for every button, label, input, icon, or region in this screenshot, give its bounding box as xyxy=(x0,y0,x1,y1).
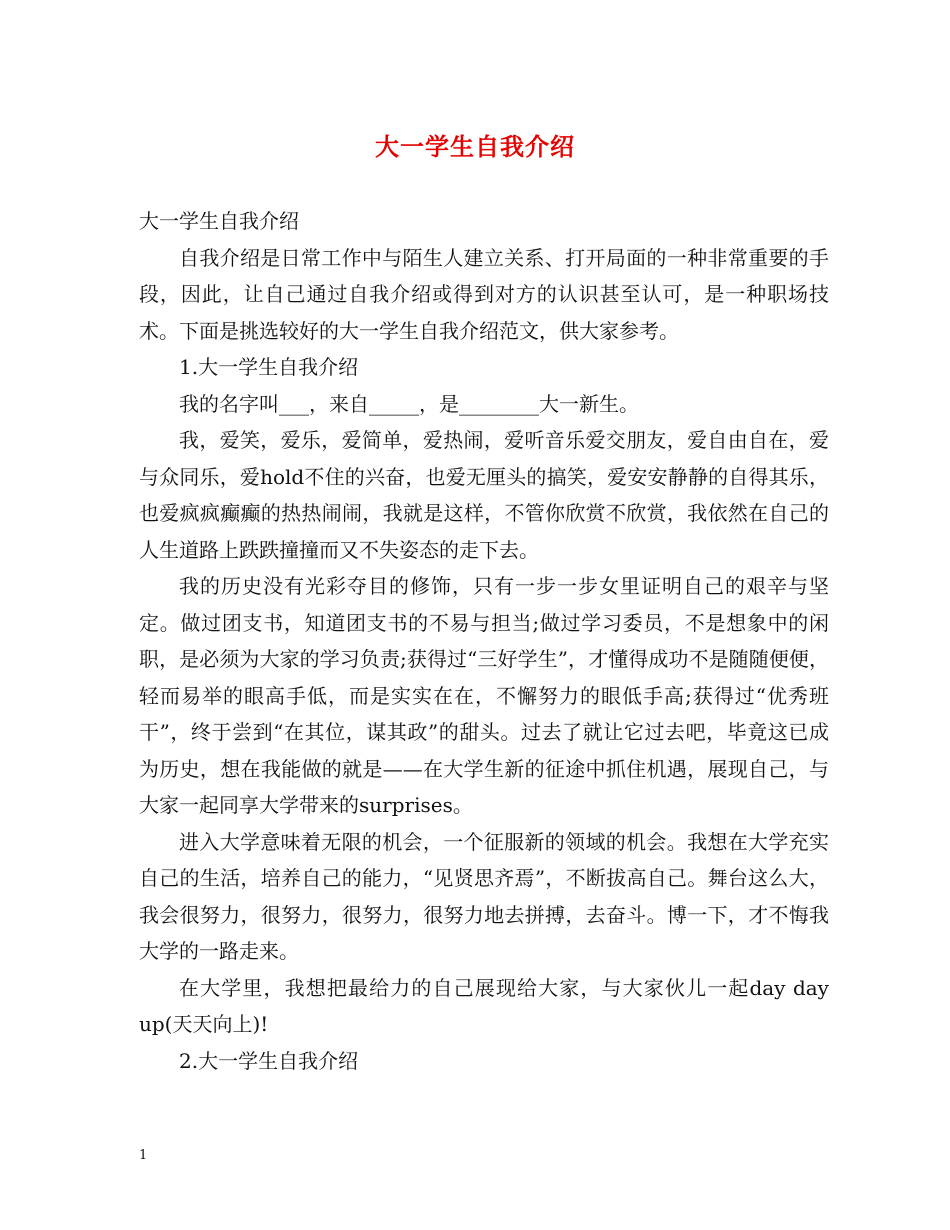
document-title: 大一学生自我介绍 xyxy=(375,132,575,161)
paragraph-university-goals: 进入大学意味着无限的机会，一个征服新的领域的机会。我想在大学充实自己的生活，培养自己的能力，“见贤思齐焉”，不断拔高自己。舞台这么大，我会很努力，很努力，很努力，很努力地去拼搏，去奋斗。博一下，才不悔我大学的一路走来。 xyxy=(139,829,829,963)
page-number: 1 xyxy=(139,1148,148,1163)
section-heading-2: 2.大一学生自我介绍 xyxy=(179,1048,359,1073)
document-body xyxy=(139,203,829,1079)
paragraph-personality: 我，爱笑，爱乐，爱简单，爱热闹，爱听音乐爱交朋友，爱自由自在，爱与众同乐，爱hold不住的兴奋，也爱无厘头的搞笑，爱安安静静的自得其乐，也爱疯疯癫癫的热热闹闹，我就是这样，不管你欣赏不欣赏，我依然在自己的人生道路上跌跌撞撞而又不失姿态的走下去。 xyxy=(139,428,829,562)
paragraph-name-line: 我的名字叫___，来自_____，是________大一新生。 xyxy=(179,391,639,416)
paragraph-history: 我的历史没有光彩夺目的修饰，只有一步一步女里证明自己的艰辛与坚定。做过团支书，知道团支书的不易与担当;做过学习委员，不是想象中的闲职，是必须为大家的学习负责;获得过“三好学生”，才懂得成功不是随随便便，轻而易举的眼高手低，而是实实在在，不懈努力的眼低手高;获得过“优秀班干”，终于尝到“在其位，谋其政”的甜头。过去了就让它过去吧，毕竟这已成为历史，想在我能做的就是——在大学生新的征途中抓住机遇，展现自己，与大家一起同享大学带来的surprises。 xyxy=(139,574,829,817)
paragraph-closing: 在大学里，我想把最给力的自己展现给大家，与大家伙儿一起day day up(天天向上)! xyxy=(139,975,829,1036)
paragraph-heading: 大一学生自我介绍 xyxy=(139,209,299,233)
paragraph-intro: 自我介绍是日常工作中与陌生人建立关系、打开局面的一种非常重要的手段，因此，让自己通过自我介绍或得到对方的认识甚至认可，是一种职场技术。下面是挑选较好的大一学生自我介绍范文，供大家参考。 xyxy=(139,245,829,343)
section-heading-1: 1.大一学生自我介绍 xyxy=(179,355,359,379)
